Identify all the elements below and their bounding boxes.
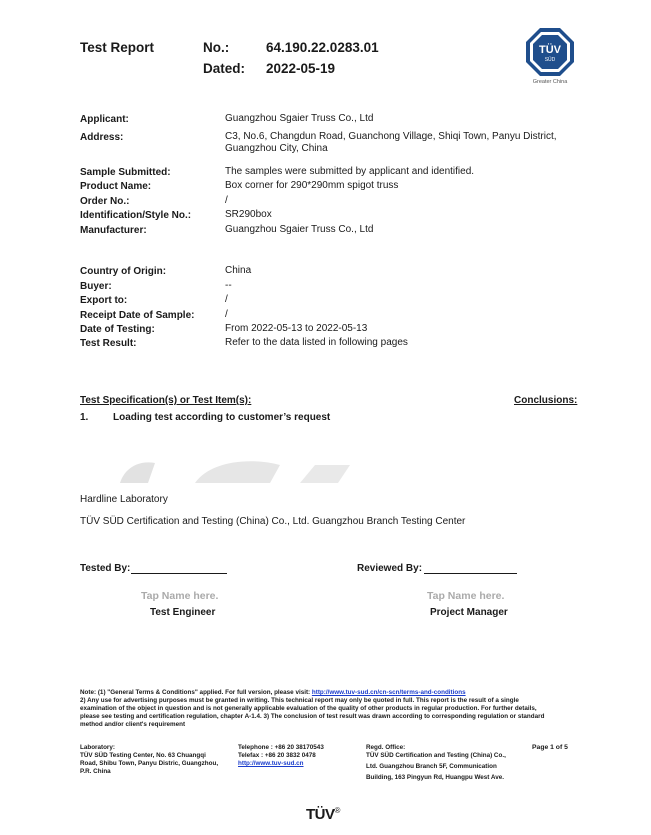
lab-center: TÜV SÜD Certification and Testing (China) Co., Ltd. Guangzhou Branch Testing Center (80, 516, 466, 527)
testing-date-label: Date of Testing: (80, 324, 155, 335)
reviewed-by-label: Reviewed By: (357, 563, 423, 574)
manufacturer-label: Manufacturer: (80, 225, 147, 236)
watermark-graphic (110, 455, 370, 487)
tuv-sud-logo (525, 27, 575, 77)
reviewed-by-line (424, 573, 517, 574)
footer-phone: Telephone : +86 20 38170543 (238, 744, 324, 751)
test-result-label: Test Result: (80, 338, 137, 349)
test-result-value: Refer to the data listed in following pages (225, 337, 408, 348)
report-no-value: 64.190.22.0283.01 (266, 40, 379, 55)
page-number: Page 1 of 5 (532, 744, 568, 751)
project-manager-role: Project Manager (430, 607, 508, 618)
terms-link[interactable]: http://www.tuv-sud.cn/cn-scn/terms-and-conditions (311, 689, 466, 696)
manufacturer-value: Guangzhou Sgaier Truss Co., Ltd (225, 224, 374, 235)
receipt-date-value: / (225, 309, 228, 320)
dated-label: Dated: (203, 61, 246, 76)
registered-mark: ® (334, 806, 340, 815)
order-no-value: / (225, 195, 228, 206)
spec-item-text: Loading test according to customer’s request (113, 412, 331, 423)
footer-regd-line2: Ltd. Guangzhou Branch 5F, Communication (366, 763, 497, 770)
octagon-logo-icon (525, 27, 575, 77)
bottom-tuv-logo (306, 806, 340, 823)
country-origin-label: Country of Origin: (80, 266, 167, 277)
lab-name: Hardline Laboratory (80, 494, 168, 505)
footer-lab-line3: P.R. China (80, 768, 111, 775)
footer-regd-line3: Building, 163 Pingyun Rd, Huangpu West Ave. (366, 774, 504, 781)
footer-regd-line1: TÜV SÜD Certification and Testing (China) Co., (366, 752, 506, 759)
note-line-5: method and/or client's requirement (80, 721, 186, 728)
footer-lab-line1: TÜV SÜD Testing Center, No. 63 Chuangqi (80, 752, 206, 759)
logo-text-bottom: SÜD (544, 57, 556, 63)
note-line-1 (80, 689, 466, 697)
report-title: Test Report (80, 40, 155, 55)
footer-lab-label: Laboratory: (80, 744, 115, 751)
dated-value: 2022-05-19 (266, 61, 336, 76)
sample-submitted-value: The samples were submitted by applicant and identified. (225, 166, 475, 177)
product-name-value: Box corner for 290*290mm spigot truss (225, 180, 399, 191)
testing-date-value: From 2022-05-13 to 2022-05-13 (225, 323, 368, 334)
bottom-tuv-text: TÜV (306, 806, 335, 823)
test-engineer-role: Test Engineer (150, 607, 216, 618)
footer-website-link[interactable]: http://www.tuv-sud.cn (238, 760, 304, 767)
export-to-value: / (225, 294, 228, 305)
tested-by-label: Tested By: (80, 563, 131, 574)
logo-caption: Greater China (532, 79, 568, 85)
note-line-1-text: Note: (1) "General Terms & Conditions" applied. For full version, please visit: (80, 689, 312, 696)
country-origin-value: China (225, 265, 252, 276)
logo-text-top: TÜV (539, 44, 561, 56)
tested-by-name-placeholder[interactable]: Tap Name here. (141, 590, 219, 602)
note-line-2: 2) Any use for advertising purposes must be granted in writing. This technical report may only be quoted in full. This report is the result of a single (80, 697, 519, 704)
address-label: Address: (80, 132, 124, 143)
conclusions-heading: Conclusions: (514, 395, 578, 406)
report-no-label: No.: (203, 40, 230, 55)
reviewed-by-name-placeholder[interactable]: Tap Name here. (427, 590, 505, 602)
address-value-line2: Guangzhou City, China (225, 143, 328, 154)
export-to-label: Export to: (80, 295, 128, 306)
note-line-4: please see testing and certification regulation, chapter A-1.4. 3) The conclusion of test result was drawn according to corresponding regulation or standard (80, 713, 545, 720)
footer-lab-line2: Road, Shibu Town, Panyu Distric, Guangzhou, (80, 760, 219, 767)
applicant-label: Applicant: (80, 114, 129, 125)
footer-fax: Telefax : +86 20 3832 0478 (238, 752, 316, 759)
receipt-date-label: Receipt Date of Sample: (80, 310, 195, 321)
style-no-value: SR290box (225, 209, 272, 220)
product-name-label: Product Name: (80, 181, 152, 192)
spec-heading: Test Specification(s) or Test Item(s): (80, 395, 252, 406)
buyer-label: Buyer: (80, 281, 112, 292)
buyer-value: -- (225, 280, 232, 291)
address-value-line1: C3, No.6, Changdun Road, Guanchong Village, Shiqi Town, Panyu District, (225, 131, 557, 142)
applicant-value: Guangzhou Sgaier Truss Co., Ltd (225, 113, 374, 124)
sample-submitted-label: Sample Submitted: (80, 167, 171, 178)
footer-regd-label: Regd. Office: (366, 744, 406, 751)
tested-by-line (131, 573, 227, 574)
style-no-label: Identification/Style No.: (80, 210, 192, 221)
note-line-3: examination of the object in question and is not generally applicable evaluation of the quality of other products in regular production. For further details, (80, 705, 537, 712)
spec-item-no: 1. (80, 412, 89, 423)
order-no-label: Order No.: (80, 196, 130, 207)
